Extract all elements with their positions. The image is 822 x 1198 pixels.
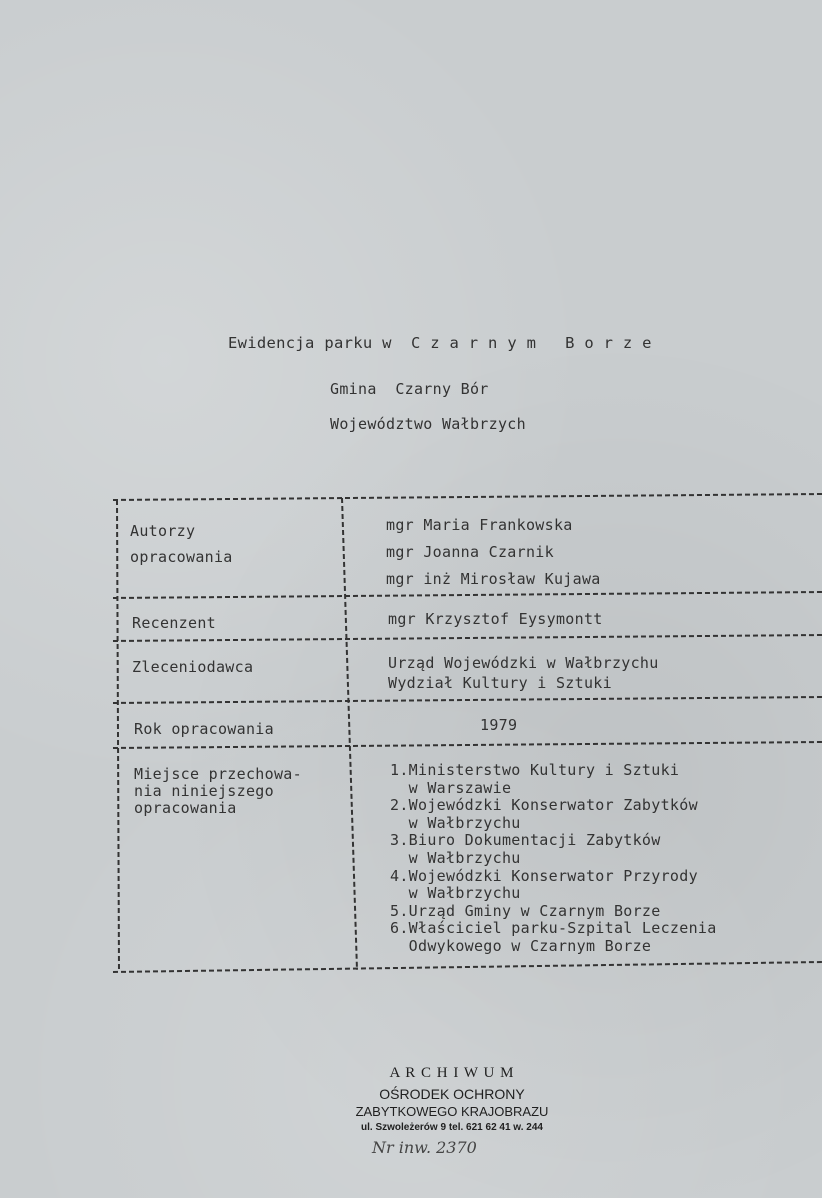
label-rok: Rok opracowania (134, 720, 274, 738)
label-zleceniodawca: Zleceniodawca (132, 658, 254, 676)
handwritten-inventory-number: Nr inw. 2370 (372, 1138, 477, 1157)
label-miejsce: Miejsce przechowa- nia niniejszego opracowania (134, 765, 302, 817)
value-zleceniodawca: Urząd Wojewódzki w Wałbrzychu Wydział Kultury i Sztuki (388, 654, 659, 692)
gmina-line: Gmina Czarny Bór (330, 380, 489, 398)
value-rok: 1979 (480, 716, 518, 734)
value-autorzy: mgr Maria Frankowska mgr Joanna Czarnik mgr inż Mirosław Kujawa (386, 516, 601, 588)
value-recenzent: mgr Krzysztof Eysymontt (388, 610, 603, 628)
stamp-osrodek: OŚRODEK OCHRONY (379, 1086, 525, 1102)
table-rule-3 (113, 697, 822, 703)
document-title: Ewidencja parku w C z a r n y m B o r z e (228, 334, 652, 352)
table-rule-middle (342, 498, 357, 970)
table-rule-4 (113, 742, 822, 748)
wojewodztwo-line: Województwo Wałbrzych (330, 415, 526, 433)
table-rule-left (117, 500, 119, 972)
table-rule-bottom (113, 962, 822, 972)
table-rule-top (113, 494, 822, 500)
stamp-address: ul. Szwoleżerów 9 tel. 621 62 41 w. 244 (361, 1122, 543, 1133)
table-rule-2 (113, 635, 822, 641)
label-autorzy: Autorzy opracowania (130, 522, 233, 566)
value-miejsce: 1.Ministerstwo Kultury i Sztuki w Warszawie 2.Wojewódzki Konserwator Zabytków w Wałbrzychu 3.Biuro Dokumentacji Zabytków w Wałbrzychu 4.Wojewódzki Konserwator Przyrody w Wałbrzychu 5.Urząd Gminy w Czarnym Borze 6.Właściciel parku-Szpital Leczenia Odwykowego w Czarnym Borze (390, 761, 717, 955)
label-recenzent: Recenzent (132, 614, 216, 632)
stamp-zabytkowego: ZABYTKOWEGO KRAJOBRAZU (355, 1104, 549, 1119)
stamp-archiwum: A R C H I W U M (389, 1065, 515, 1081)
